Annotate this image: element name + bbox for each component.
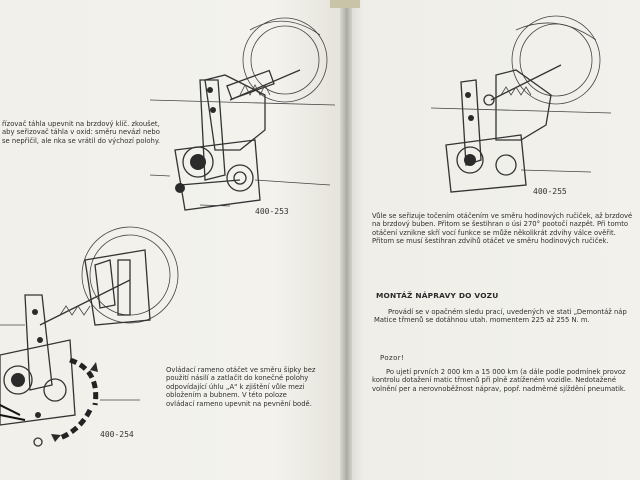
figure-255-caption: 400-255 bbox=[533, 187, 567, 196]
figure-254-caption: 400-254 bbox=[100, 430, 134, 439]
right-page bbox=[346, 0, 640, 480]
note-paragraph: Po ujetí prvních 2 000 km a 15 000 km (a dále podle podmínek provoz kontrolu dotažení matic třmenů při plně zatíženém vozidle. Nedotažené volnění per a nerovnoběžnost náprav, popř. nadměrné sjíždění pneumatik. bbox=[372, 368, 626, 393]
book-spine bbox=[340, 0, 352, 480]
right-top-paragraph: Vůle se seřizuje točením otáčením ve směru hodinových ručiček, až brzdové na brzdový buben. Přitom se šestihran o úsi 270° pootočí nazpět. Při tomto otáčení vznikne skří vocí funkce se může několikrát zdvihy válce ověřit. Přitom se musí šestihran zdvihů otáčet ve směru hodinových ručiček. bbox=[372, 212, 633, 246]
section-heading: MONTÁŽ NÁPRAVY DO VOZU bbox=[376, 291, 499, 300]
figure-400-255 bbox=[346, 0, 640, 210]
left-bottom-paragraph: Ovládací rameno otáčet ve směru šipky bez použití násilí a zatlačit do konečné polohy odpovídající úhlu „A" k zjištění vůle mezi obložením a bubnem. V této poloze ovládací rameno upevnit na pevnění bodě. bbox=[166, 366, 316, 408]
spine-shadow bbox=[330, 0, 360, 8]
note-title: Pozor! bbox=[380, 354, 405, 362]
figure-253-caption: 400-253 bbox=[255, 207, 289, 216]
figure-400-253 bbox=[0, 0, 346, 240]
right-mid-paragraph: Provádí se v opačném sledu prací, uvedených ve stati „Demontáž náp Matice třmenů se dotáhnou utah. momentem 225 až 255 N. m. bbox=[374, 308, 627, 325]
left-top-paragraph: řízovač táhla upevnit na brzdový klíč. zkoušet, aby seřizovač táhla v oxid: směru nevázl nebo se nepřičil, ale nka se vrátil do výchozí polohy. bbox=[2, 120, 161, 145]
figure-400-254 bbox=[0, 220, 346, 480]
